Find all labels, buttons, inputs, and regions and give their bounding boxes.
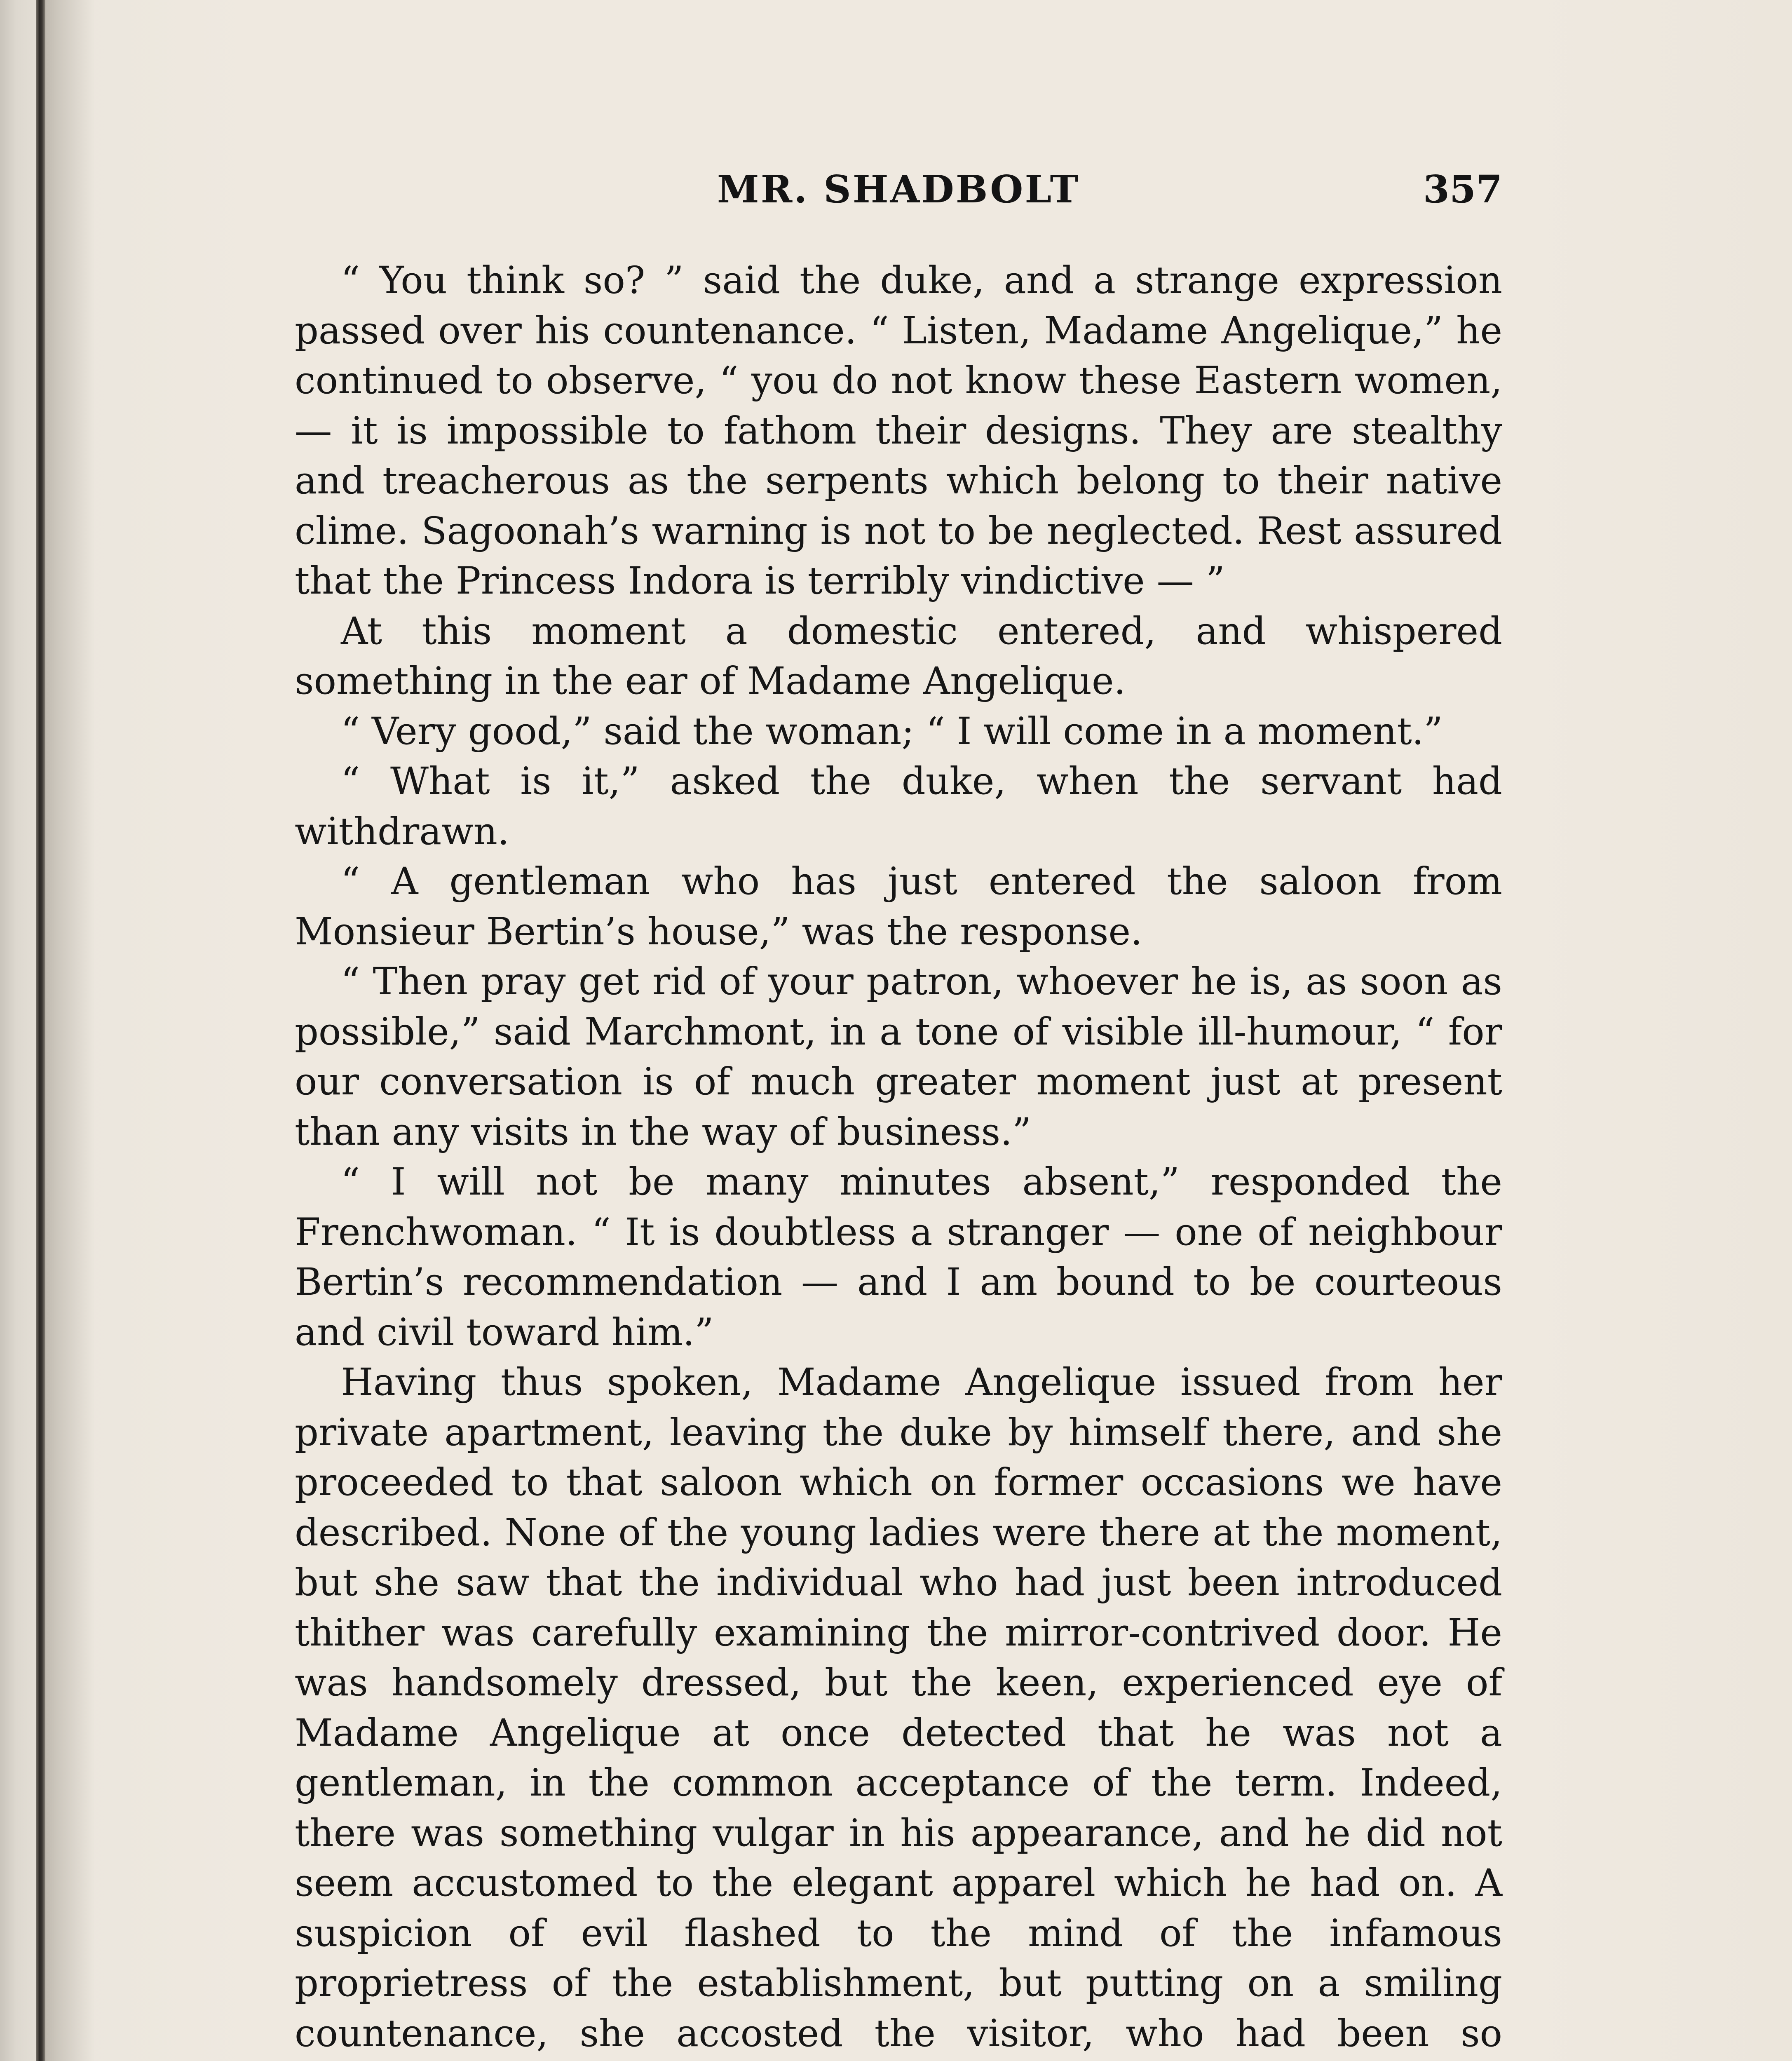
paragraph: At this moment a domestic entered, and whispered something in the ear of Madame Angelique.	[295, 609, 1502, 703]
paragraph: “ What is it,” asked the duke, when the servant had withdrawn.	[295, 760, 1502, 853]
paragraph: “ Then pray get rid of your patron, whoever he is, as soon as possible,” said Marchmont, in a tone of visible ill-humour, “ for our conversation is of much greater moment just at present than any visits in the way of business.”	[295, 960, 1502, 1154]
gutter-shadow	[45, 0, 95, 2061]
paragraph: Having thus spoken, Madame Angelique issued from her private apartment, leaving the duke by himself there, and she proceeded to that saloon which on former occasions we have described. None of the young ladies were there at the moment, but she saw that the individual who had just been introduced thither was carefully examining the mirror-contrived door. He was handsomely dressed, but the keen, experienced eye of Madame Angelique at once detected that he was not a gentleman, in the common acceptance of the term. Indeed, there was something vulgar in his appearance, and he did not seem accustomed to the elegant apparel which he had on. A suspicion of evil flashed to the mind of the infamous proprietress of the establishment, but putting on a smiling countenance, she accosted the visitor, who had been so	[295, 1361, 1502, 2055]
running-title: MR. SHADBOLT	[717, 167, 1080, 211]
paragraph: “ A gentleman who has just entered the saloon from Monsieur Bertin’s house,” was the response.	[295, 860, 1502, 953]
paragraph: “ You think so? ” said the duke, and a strange expression passed over his countenance. “ Listen, Madame Angelique,” he continued to observe, “ you do not know these Eastern women, — it is impossible to fathom their designs. They are stealthy and treacherous as the serpents which belong to their native clime. Sagoonah’s warning is not to be neglected. Rest assured that the Princess Indora is terribly vindictive — ”	[295, 259, 1502, 603]
book-spine	[36, 0, 45, 2061]
paragraph: “ Very good,” said the woman; “ I will come in a moment.”	[341, 709, 1443, 753]
page-number: 357	[1423, 167, 1502, 211]
body-text	[295, 256, 1502, 2061]
paragraph: “ I will not be many minutes absent,” responded the Frenchwoman. “ It is doubtless a stranger — one of neighbour Bertin’s recommendation — and I am bound to be courteous and civil toward him.”	[295, 1160, 1502, 1354]
running-header	[295, 167, 1502, 221]
